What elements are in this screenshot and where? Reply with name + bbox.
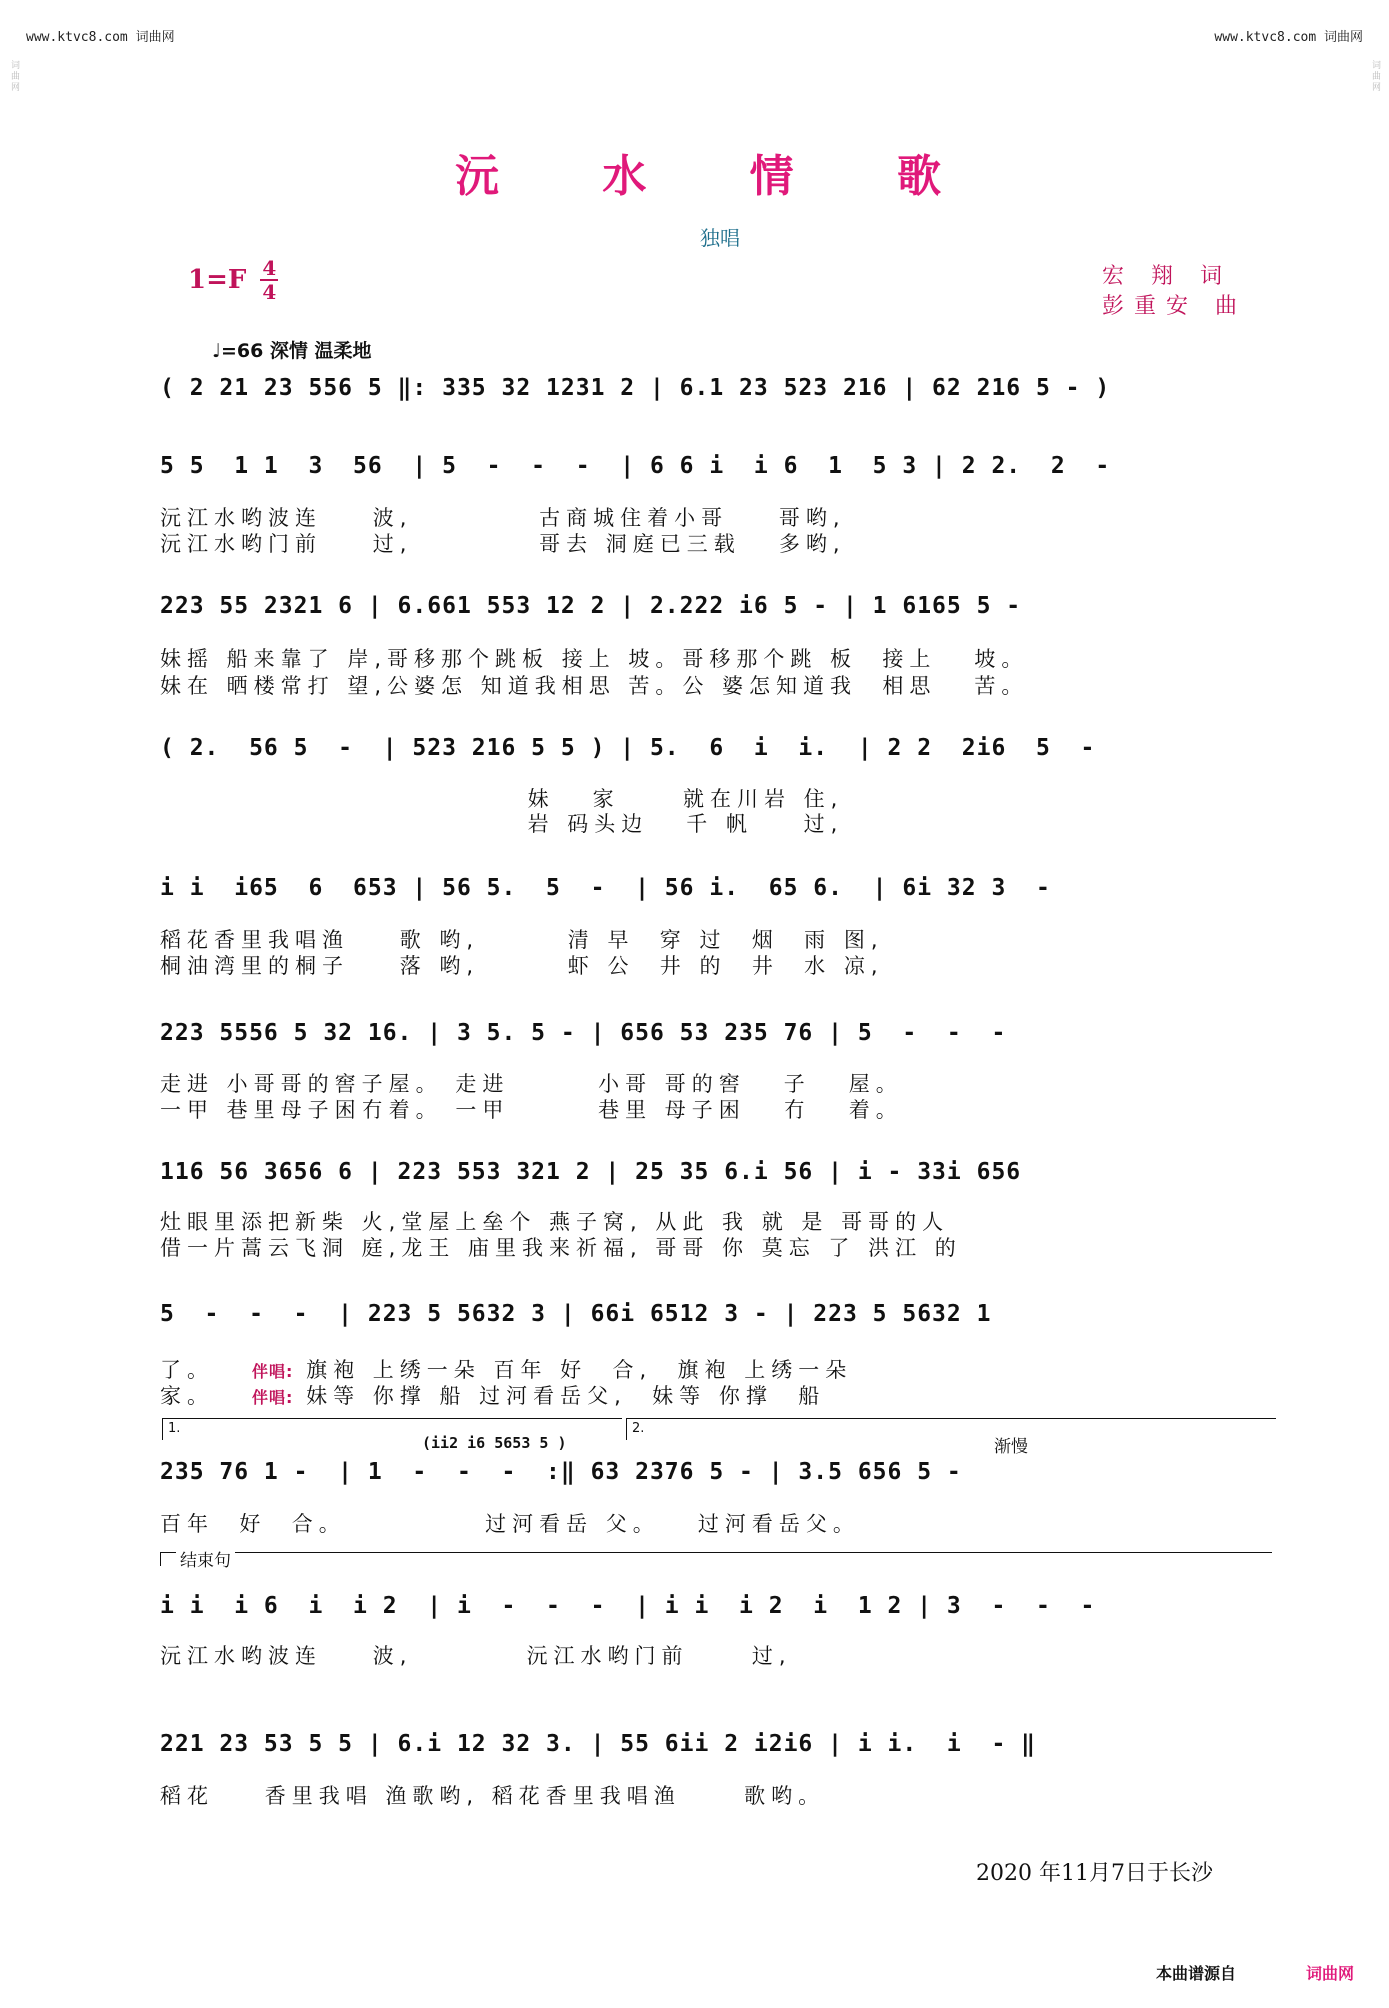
key-signature	[188, 258, 278, 302]
notation: 223 55 2321 6 | 6.661 553 12 2 | 2.222 i6 5 - | 1 6165 5 -	[160, 593, 1022, 619]
score-row-9	[160, 1454, 1272, 1490]
ending-bracket-tick	[160, 1552, 161, 1566]
footer-site-link[interactable]: 词曲网	[1306, 1964, 1355, 1983]
ending-bracket	[160, 1552, 1272, 1553]
lyric-line: 妹 家 就在川岩 住,	[160, 787, 844, 811]
lyric-line: 沅江水哟波连 波, 沅江水哟门前 过,	[160, 1644, 792, 1668]
notation: i i i 6 i i 2 | i - - - | i i i 2 i 1 2 | 3 - - -	[160, 1593, 1096, 1619]
banchang-lyric: 旗袍 上绣一朵 百年 好 合, 旗袍 上绣一朵	[306, 1358, 853, 1382]
lyric-end: 了。	[160, 1358, 214, 1382]
time-sig-bottom: 4	[262, 280, 277, 304]
notation: ( 2. 56 5 - | 523 216 5 5 ) | 5. 6 i i. | 2 2 2i6 5 -	[160, 735, 1096, 761]
banchang-label: 伴唱:	[252, 1362, 294, 1381]
footer-source-label: 本曲谱源自	[1156, 1964, 1237, 1983]
song-title: 沅 水 情 歌	[455, 151, 985, 202]
lyric-line: 借一片蒿云飞洞 庭,龙王 庙里我来祈福, 哥哥 你 莫忘 了 洪江 的	[160, 1236, 962, 1260]
small-notes: (ii2 i6 5653 5 )	[422, 1434, 567, 1452]
lyric-line: 沅江水哟波连 波, 古商城住着小哥 哥哟,	[160, 506, 846, 530]
score-row-2	[160, 448, 1272, 484]
time-sig-top: 4	[262, 256, 277, 280]
lyricist: 宏 翔 词	[1102, 264, 1232, 289]
composition-date: 2020 年11月7日于长沙	[976, 1861, 1213, 1886]
lyric-end: 家。	[160, 1384, 214, 1408]
volta-2: 2.	[626, 1418, 1276, 1440]
score-row-11	[160, 1726, 1272, 1762]
lyric-line: 灶眼里添把新柴 火,堂屋上垒个 燕子窝, 从此 我 就 是 哥哥的人	[160, 1210, 950, 1234]
tempo-marking: ♩=66 深情 温柔地	[212, 340, 372, 362]
side-watermark-right: 词曲网	[1370, 60, 1380, 93]
lyric-line: 稻花香里我唱渔 歌 哟, 清 早 穿 过 烟 雨 图,	[160, 928, 884, 952]
ending-tag: 结束句	[176, 1546, 235, 1571]
notation: 235 76 1 - | 1 - - - :‖ 63 2376 5 - | 3.5 656 5 -	[160, 1459, 962, 1485]
lyric-line: 岩 码头边 千 帆 过,	[160, 812, 844, 836]
score-row-1	[160, 370, 1272, 406]
score-row-4	[160, 730, 1272, 766]
rit-marking: 渐慢	[994, 1437, 1028, 1457]
score-row-8	[160, 1296, 1272, 1332]
score-row-6	[160, 1015, 1272, 1051]
header-right-url[interactable]: www.ktvc8.com 词曲网	[1214, 30, 1363, 45]
side-watermark-left: 词曲网	[9, 60, 19, 93]
lyric-line: 一甲 巷里母子困冇着。 一甲 巷里 母子困 冇 着。	[160, 1098, 903, 1122]
lyric-line-banchang-2	[160, 1380, 1280, 1410]
composer: 彭重安 曲	[1102, 294, 1247, 319]
score-row-10	[160, 1588, 1272, 1624]
notation: 5 - - - | 223 5 5632 3 | 66i 6512 3 - | 223 5 5632 1	[160, 1301, 992, 1327]
notation: 221 23 53 5 5 | 6.i 12 32 3. | 55 6ii 2 i2i6 | i i. i - ‖	[160, 1731, 1036, 1757]
volta-1: 1.	[162, 1418, 622, 1440]
banchang-lyric: 妹等 你撑 船 过河看岳父, 妹等 你撑 船	[306, 1384, 826, 1408]
notation: 223 5556 5 32 16. | 3 5. 5 - | 656 53 235 76 | 5 - - -	[160, 1020, 1007, 1046]
notation: 5 5 1 1 3 56 | 5 - - - | 6 6 i i 6 1 5 3 | 2 2. 2 -	[160, 453, 1111, 479]
key-label: 1=F	[188, 265, 247, 295]
header-left-url[interactable]: www.ktvc8.com 词曲网	[26, 30, 175, 45]
banchang-label: 伴唱:	[252, 1388, 294, 1407]
lyric-line: 稻花 香里我唱 渔歌哟, 稻花香里我唱渔 歌哟。	[160, 1784, 826, 1808]
song-subtitle: 独唱	[700, 226, 740, 250]
lyric-line: 走进 小哥哥的窖子屋。 走进 小哥 哥的窖 子 屋。	[160, 1072, 903, 1096]
score-row-3	[160, 588, 1272, 624]
lyric-line: 妹摇 船来靠了 岸,哥移那个跳板 接上 坡。哥移那个跳 板 接上 坡。	[160, 647, 1029, 671]
time-signature	[260, 258, 278, 302]
credits	[1102, 262, 1247, 322]
notation: i i i65 6 653 | 56 5. 5 - | 56 i. 65 6. | 6i 32 3 -	[160, 875, 1051, 901]
notation: ( 2 21 23 556 5 ‖: 335 32 1231 2 | 6.1 23 523 216 | 62 216 5 - )	[160, 375, 1111, 401]
notation: 116 56 3656 6 | 223 553 321 2 | 25 35 6.i 56 | i - 33i 656	[160, 1159, 1022, 1185]
score-row-7	[160, 1154, 1272, 1190]
lyric-line: 百年 好 合。 过河看岳 父。 过河看岳父。	[160, 1512, 860, 1536]
lyric-line: 妹在 晒楼常打 望,公婆怎 知道我相思 苦。公 婆怎知道我 相思 苦。	[160, 674, 1029, 698]
lyric-line: 沅江水哟门前 过, 哥去 洞庭已三载 多哟,	[160, 532, 846, 556]
lyric-line: 桐油湾里的桐子 落 哟, 虾 公 井 的 井 水 凉,	[160, 954, 884, 978]
score-row-5	[160, 870, 1272, 906]
